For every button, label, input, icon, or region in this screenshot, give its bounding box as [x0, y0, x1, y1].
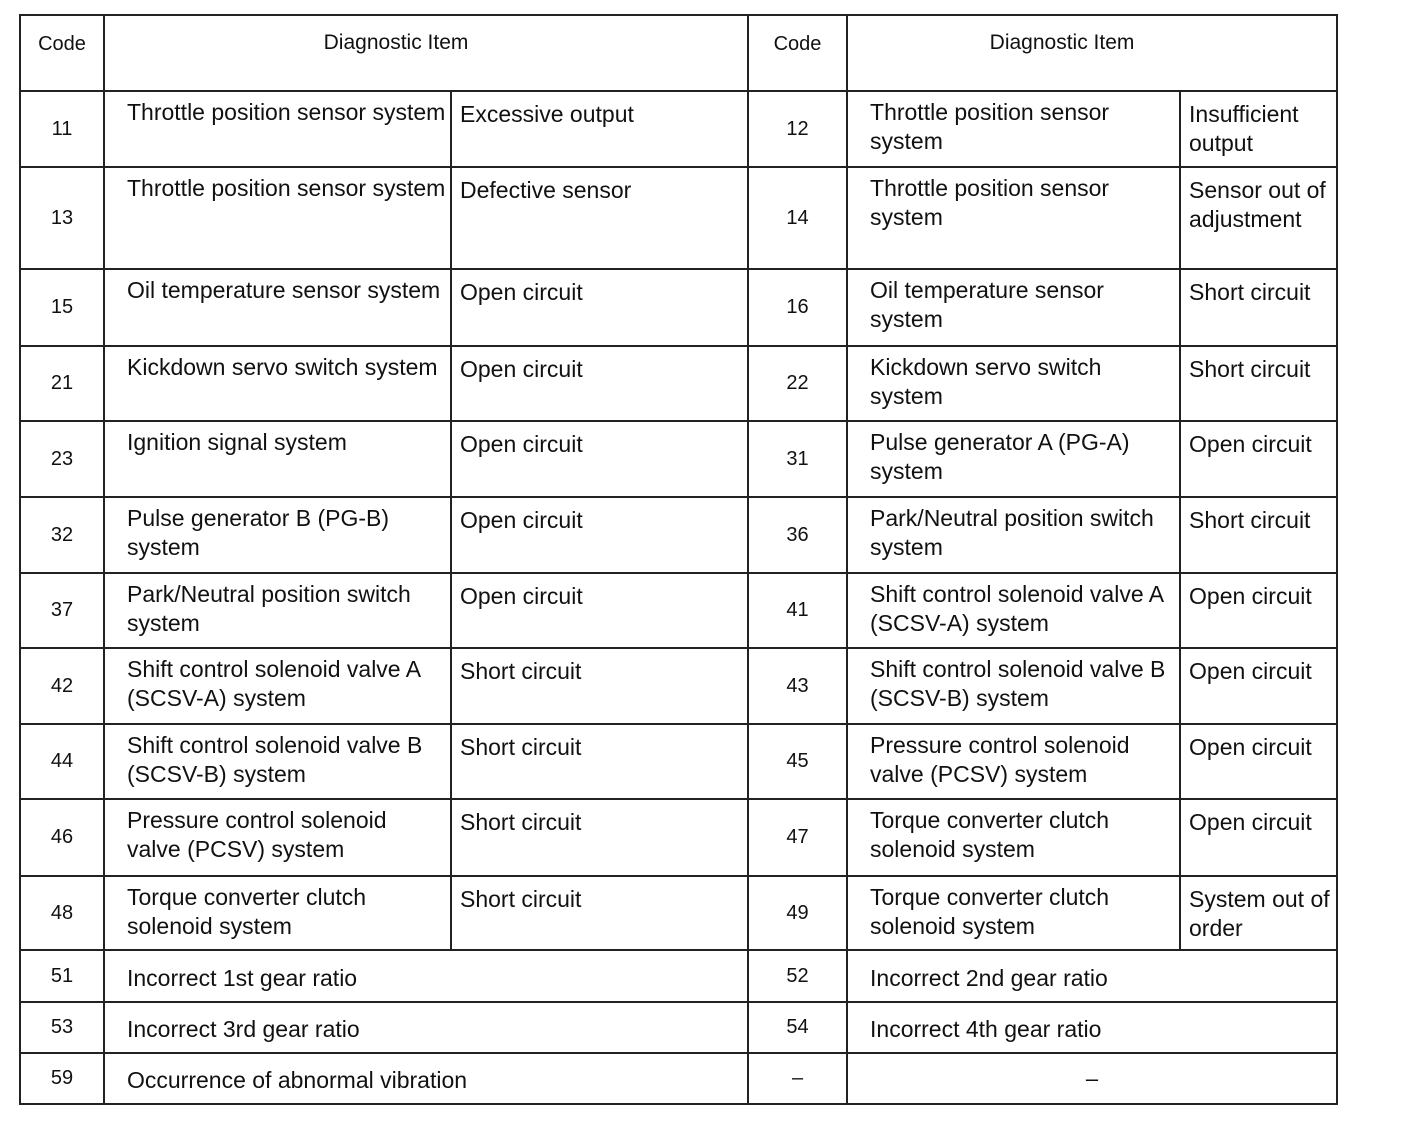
code-left: 11 — [20, 91, 104, 167]
table-row — [20, 1002, 1337, 1053]
status-right: Short circuit — [1180, 269, 1337, 346]
code-right: 45 — [748, 724, 847, 799]
code-left: 59 — [20, 1053, 104, 1104]
diagnostic-item-left: Kickdown servo switch system — [104, 346, 451, 421]
code-left: 23 — [20, 421, 104, 497]
code-right: 16 — [748, 269, 847, 346]
diagnostic-item-left: Pulse generator B (PG-B) system — [104, 497, 451, 573]
diagnostic-item-right: Pulse generator A (PG-A) system — [847, 421, 1180, 497]
diagnostic-code-table — [19, 14, 1338, 1105]
code-right: 22 — [748, 346, 847, 421]
code-left: 13 — [20, 167, 104, 269]
code-left: 46 — [20, 799, 104, 876]
status-left: Open circuit — [451, 346, 748, 421]
code-left: 53 — [20, 1002, 104, 1053]
table-row — [20, 950, 1337, 1002]
diagnostic-item-left: Throttle position sensor system — [104, 167, 451, 269]
status-left: Open circuit — [451, 269, 748, 346]
status-left: Open circuit — [451, 573, 748, 648]
header-code-right: Code — [748, 15, 847, 91]
code-left: 44 — [20, 724, 104, 799]
header-item-left: Diagnostic Item — [104, 15, 748, 91]
status-right: System out of order — [1180, 876, 1337, 950]
code-right: 52 — [748, 950, 847, 1002]
diagnostic-item-right: Throttle position sensor system — [847, 167, 1180, 269]
status-left: Excessive output — [451, 91, 748, 167]
diagnostic-item-left: Torque converter clutch solenoid system — [104, 876, 451, 950]
status-right: Open circuit — [1180, 724, 1337, 799]
diagnostic-item-right: Incorrect 4th gear ratio — [847, 1002, 1337, 1053]
diagnostic-item-right: Incorrect 2nd gear ratio — [847, 950, 1337, 1002]
header-row — [20, 15, 1337, 91]
status-right: Open circuit — [1180, 799, 1337, 876]
status-left: Defective sensor — [451, 167, 748, 269]
diagnostic-item-right: Torque converter clutch solenoid system — [847, 799, 1180, 876]
code-left: 42 — [20, 648, 104, 724]
status-left: Short circuit — [451, 876, 748, 950]
diagnostic-item-right: Shift control solenoid valve A (SCSV-A) system — [847, 573, 1180, 648]
header-code-left: Code — [20, 15, 104, 91]
status-right: Insufficient output — [1180, 91, 1337, 167]
code-right: 54 — [748, 1002, 847, 1053]
diagnostic-item-left: Throttle position sensor system — [104, 91, 451, 167]
diagnostic-item-left: Pressure control solenoid valve (PCSV) system — [104, 799, 451, 876]
status-right: Short circuit — [1180, 497, 1337, 573]
diagnostic-item-right: Kickdown servo switch system — [847, 346, 1180, 421]
table-row — [20, 573, 1337, 648]
status-right: Open circuit — [1180, 648, 1337, 724]
diagnostic-item-left: Park/Neutral position switch system — [104, 573, 451, 648]
code-right: 12 — [748, 91, 847, 167]
diagnostic-item-right: Pressure control solenoid valve (PCSV) system — [847, 724, 1180, 799]
table-row — [20, 167, 1337, 269]
table-row — [20, 799, 1337, 876]
table-row — [20, 497, 1337, 573]
status-right: Open circuit — [1180, 421, 1337, 497]
table-row — [20, 91, 1337, 167]
code-left: 21 — [20, 346, 104, 421]
table-row — [20, 1053, 1337, 1104]
table-row — [20, 346, 1337, 421]
diagnostic-item-right: Oil temperature sensor system — [847, 269, 1180, 346]
code-right: 31 — [748, 421, 847, 497]
status-right: Short circuit — [1180, 346, 1337, 421]
diagnostic-item-right: Torque converter clutch solenoid system — [847, 876, 1180, 950]
table-row — [20, 724, 1337, 799]
code-left: 48 — [20, 876, 104, 950]
header-item-right: Diagnostic Item — [847, 15, 1337, 91]
diagnostic-item-left: Incorrect 1st gear ratio — [104, 950, 748, 1002]
diagnostic-item-left: Ignition signal system — [104, 421, 451, 497]
code-right: – — [748, 1053, 847, 1104]
code-right: 14 — [748, 167, 847, 269]
status-left: Short circuit — [451, 724, 748, 799]
diagnostic-item-right: – — [847, 1053, 1337, 1104]
code-left: 37 — [20, 573, 104, 648]
diagnostic-item-right: Shift control solenoid valve B (SCSV-B) system — [847, 648, 1180, 724]
code-left: 32 — [20, 497, 104, 573]
table-row — [20, 876, 1337, 950]
status-left: Open circuit — [451, 421, 748, 497]
diagnostic-item-left: Shift control solenoid valve A (SCSV-A) system — [104, 648, 451, 724]
status-left: Open circuit — [451, 497, 748, 573]
code-right: 41 — [748, 573, 847, 648]
diagnostic-item-left: Oil temperature sensor system — [104, 269, 451, 346]
status-left: Short circuit — [451, 648, 748, 724]
diagnostic-item-right: Throttle position sensor system — [847, 91, 1180, 167]
code-right: 36 — [748, 497, 847, 573]
diagnostic-item-left: Shift control solenoid valve B (SCSV-B) system — [104, 724, 451, 799]
code-left: 15 — [20, 269, 104, 346]
status-right: Sensor out of adjustment — [1180, 167, 1337, 269]
diagnostic-item-left: Incorrect 3rd gear ratio — [104, 1002, 748, 1053]
table-row — [20, 421, 1337, 497]
diagnostic-item-left: Occurrence of abnormal vibration — [104, 1053, 748, 1104]
code-right: 49 — [748, 876, 847, 950]
code-right: 43 — [748, 648, 847, 724]
status-left: Short circuit — [451, 799, 748, 876]
table-row — [20, 269, 1337, 346]
diagnostic-item-right: Park/Neutral position switch system — [847, 497, 1180, 573]
code-left: 51 — [20, 950, 104, 1002]
code-right: 47 — [748, 799, 847, 876]
status-right: Open circuit — [1180, 573, 1337, 648]
table-row — [20, 648, 1337, 724]
